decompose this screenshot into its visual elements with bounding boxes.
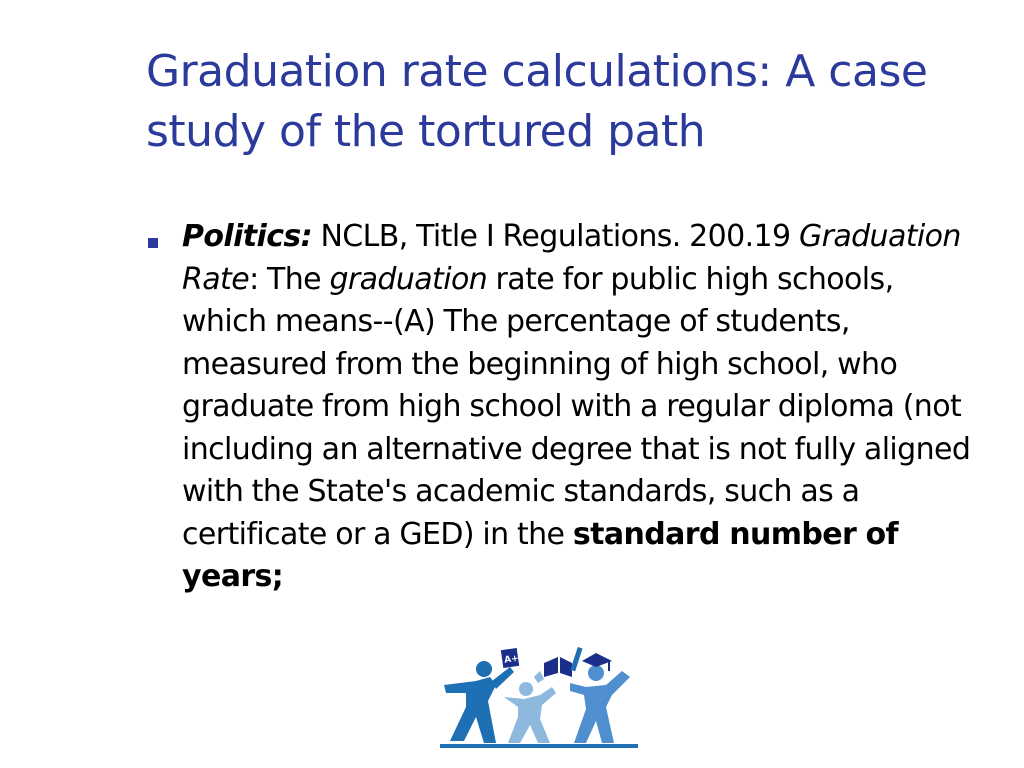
bullet-part-2: : The bbox=[249, 261, 330, 297]
logo-middle-figure bbox=[504, 682, 556, 743]
pencil-icon bbox=[570, 647, 582, 671]
bullet-emphasis: standard number of years; bbox=[182, 516, 898, 594]
logo-a-plus-card bbox=[501, 648, 520, 668]
book-icon bbox=[544, 657, 572, 677]
square-bullet-icon bbox=[148, 238, 158, 248]
bullet-lead: Politics: bbox=[182, 219, 313, 254]
slide-title: Graduation rate calculations: A case study of the tortured path bbox=[146, 46, 928, 157]
logo-left-figure bbox=[444, 661, 514, 743]
logo-right-figure bbox=[570, 665, 630, 743]
bullet-item bbox=[144, 216, 971, 599]
logo-base-bar bbox=[440, 744, 638, 748]
bullet-text bbox=[182, 216, 972, 599]
graduation-term: graduation bbox=[329, 261, 488, 297]
bullet-part-3: rate for public high schools, which means--(A) The percentage of students, measured from the beginning of high school, who graduate from high school with a regular diploma (not including an alternative degree that is not fully aligned with the State's academic standards, such as a certificate or a GED) in the bbox=[182, 261, 971, 552]
bullet-part-1: NCLB, Title I Regulations. 200.19 bbox=[312, 219, 799, 254]
education-figures-logo-icon bbox=[436, 645, 642, 751]
svg-text:A+: A+ bbox=[503, 653, 520, 666]
graduation-rate-term: Graduation Rate bbox=[182, 219, 961, 297]
slide-body bbox=[144, 216, 971, 599]
logo-small-shape bbox=[534, 671, 544, 683]
